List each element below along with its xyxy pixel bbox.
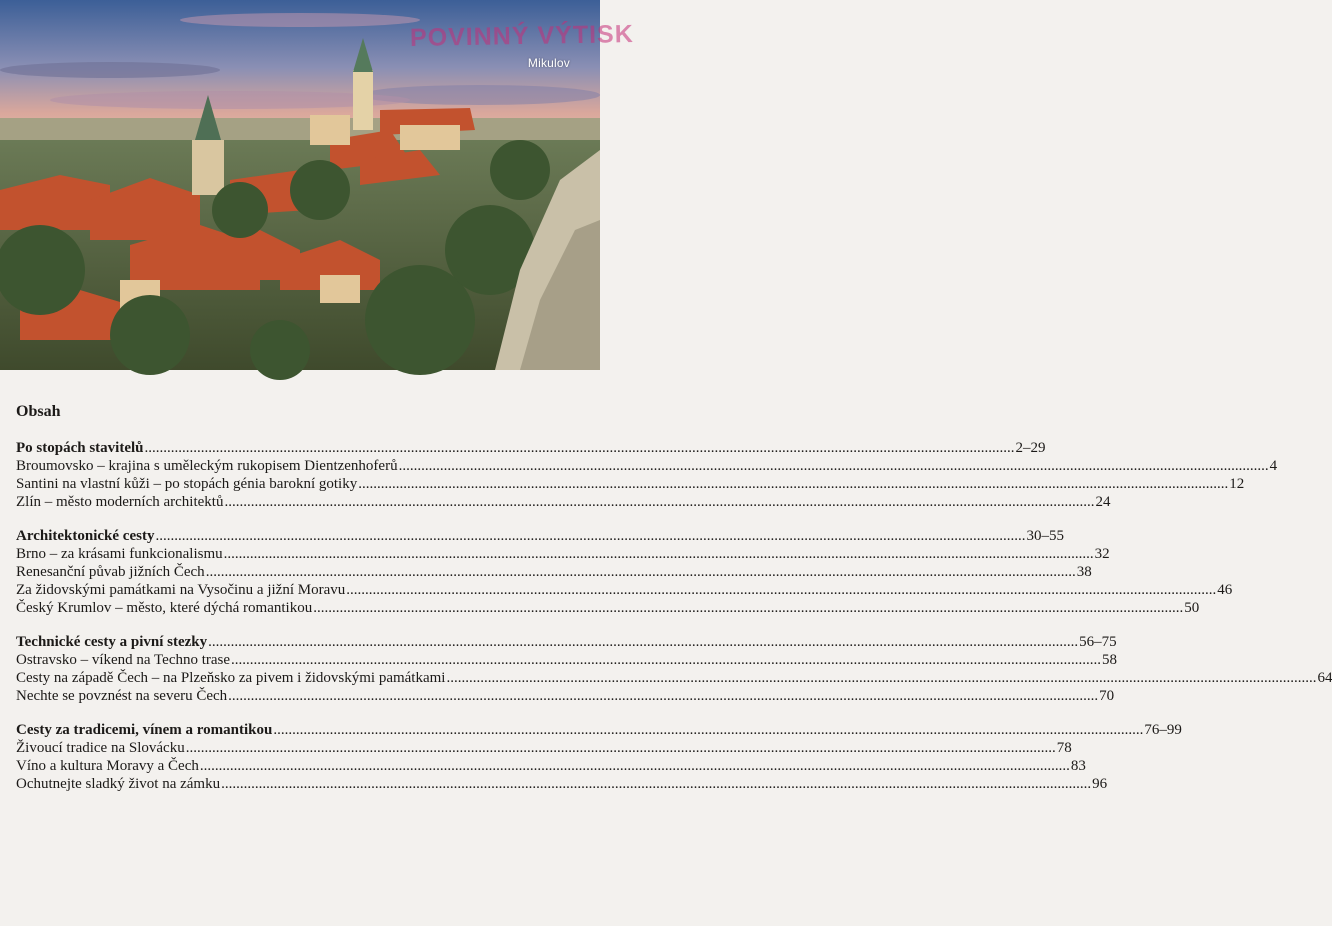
toc-entry <box>16 739 1072 757</box>
toc-section <box>16 633 1332 705</box>
toc-section <box>16 527 1233 617</box>
toc-entry <box>16 669 1332 687</box>
legal-deposit-stamp: POVINNÝ VÝTISK <box>409 20 634 52</box>
toc-entry-page: 46 <box>1217 582 1233 598</box>
toc-title: Obsah <box>16 403 61 420</box>
toc-entry-title: Ostravsko – víkend na Techno trase <box>16 652 231 668</box>
dot-leader <box>224 493 1094 511</box>
toc-entry-page: 24 <box>1095 494 1111 510</box>
toc-entry <box>16 493 1111 511</box>
toc-section-heading-title: Architektonické cesty <box>16 528 155 544</box>
toc-entry-page: 58 <box>1102 652 1118 668</box>
toc-section-heading-page: 2–29 <box>1015 440 1046 456</box>
toc-entry <box>16 475 1245 493</box>
toc-sections <box>16 439 1332 793</box>
toc-entry-title: Broumovsko – krajina s uměleckým rukopisem Dientzenhoferů <box>16 458 398 474</box>
dot-leader <box>224 545 1094 563</box>
dot-leader <box>346 581 1216 599</box>
toc-section-heading <box>16 721 1182 739</box>
dot-leader <box>358 475 1228 493</box>
toc-entry-page: 96 <box>1092 776 1108 792</box>
dot-leader <box>273 721 1143 739</box>
toc-entry-page: 83 <box>1070 758 1086 774</box>
toc-section-heading-title: Po stopách stavitelů <box>16 440 144 456</box>
dot-leader <box>155 527 1025 545</box>
dot-leader <box>221 775 1091 793</box>
toc-section <box>16 439 1278 511</box>
toc-section-heading-page: 76–99 <box>1144 722 1182 738</box>
toc-section-heading-title: Technické cesty a pivní stezky <box>16 634 208 650</box>
dot-leader <box>200 757 1070 775</box>
toc-entry-title: Brno – za krásami funkcionalismu <box>16 546 223 562</box>
toc-entry <box>16 775 1108 793</box>
dot-leader <box>446 669 1316 687</box>
toc-entry-title: Živoucí tradice na Slovácku <box>16 740 185 756</box>
toc-entry-page: 50 <box>1184 600 1200 616</box>
toc-entry-page: 64 <box>1317 670 1332 686</box>
dot-leader <box>399 457 1269 475</box>
toc-entry-title: Za židovskými památkami na Vysočinu a jižní Moravu <box>16 582 346 598</box>
toc-entry <box>16 599 1200 617</box>
toc-section-heading-page: 30–55 <box>1026 528 1064 544</box>
toc-section-heading <box>16 633 1117 651</box>
toc-entry-title: Zlín – město moderních architektů <box>16 494 224 510</box>
dot-leader <box>145 439 1015 457</box>
toc-entry-title: Renesanční půvab jižních Čech <box>16 564 205 580</box>
toc-section-heading-page: 56–75 <box>1079 634 1117 650</box>
toc-entry <box>16 757 1086 775</box>
toc-entry-title: Víno a kultura Moravy a Čech <box>16 758 199 774</box>
toc-section-heading <box>16 439 1046 457</box>
toc-entry-page: 12 <box>1229 476 1245 492</box>
toc-entry <box>16 581 1233 599</box>
dot-leader <box>186 739 1056 757</box>
toc-entry <box>16 687 1115 705</box>
toc-section-heading <box>16 527 1064 545</box>
table-of-contents <box>16 402 1332 809</box>
dot-leader <box>231 651 1101 669</box>
toc-entry-page: 4 <box>1269 458 1278 474</box>
toc-entry-page: 38 <box>1076 564 1092 580</box>
toc-entry-title: Nechte se povznést na severu Čech <box>16 688 228 704</box>
dot-leader <box>206 563 1076 581</box>
mikulov-photo <box>0 0 634 370</box>
toc-entry <box>16 563 1092 581</box>
dot-leader <box>208 633 1078 651</box>
toc-entry-page: 70 <box>1099 688 1115 704</box>
toc-section <box>16 721 1182 793</box>
toc-entry <box>16 545 1110 563</box>
toc-entry-title: Cesty na západě Čech – na Plzeňsko za pivem i židovskými památkami <box>16 670 446 686</box>
toc-entry-title: Santini na vlastní kůži – po stopách génia barokní gotiky <box>16 476 358 492</box>
toc-entry-title: Ochutnejte sladký život na zámku <box>16 776 221 792</box>
toc-entry-title: Český Krumlov – město, které dýchá romantikou <box>16 600 313 616</box>
toc-entry-page: 78 <box>1056 740 1072 756</box>
toc-entry <box>16 651 1118 669</box>
dot-leader <box>228 687 1098 705</box>
toc-entry-page: 32 <box>1094 546 1110 562</box>
toc-entry <box>16 457 1278 475</box>
dot-leader <box>313 599 1183 617</box>
town-illustration <box>0 0 600 370</box>
photo-caption: Mikulov <box>527 56 570 70</box>
toc-section-heading-title: Cesty za tradicemi, vínem a romantikou <box>16 722 273 738</box>
